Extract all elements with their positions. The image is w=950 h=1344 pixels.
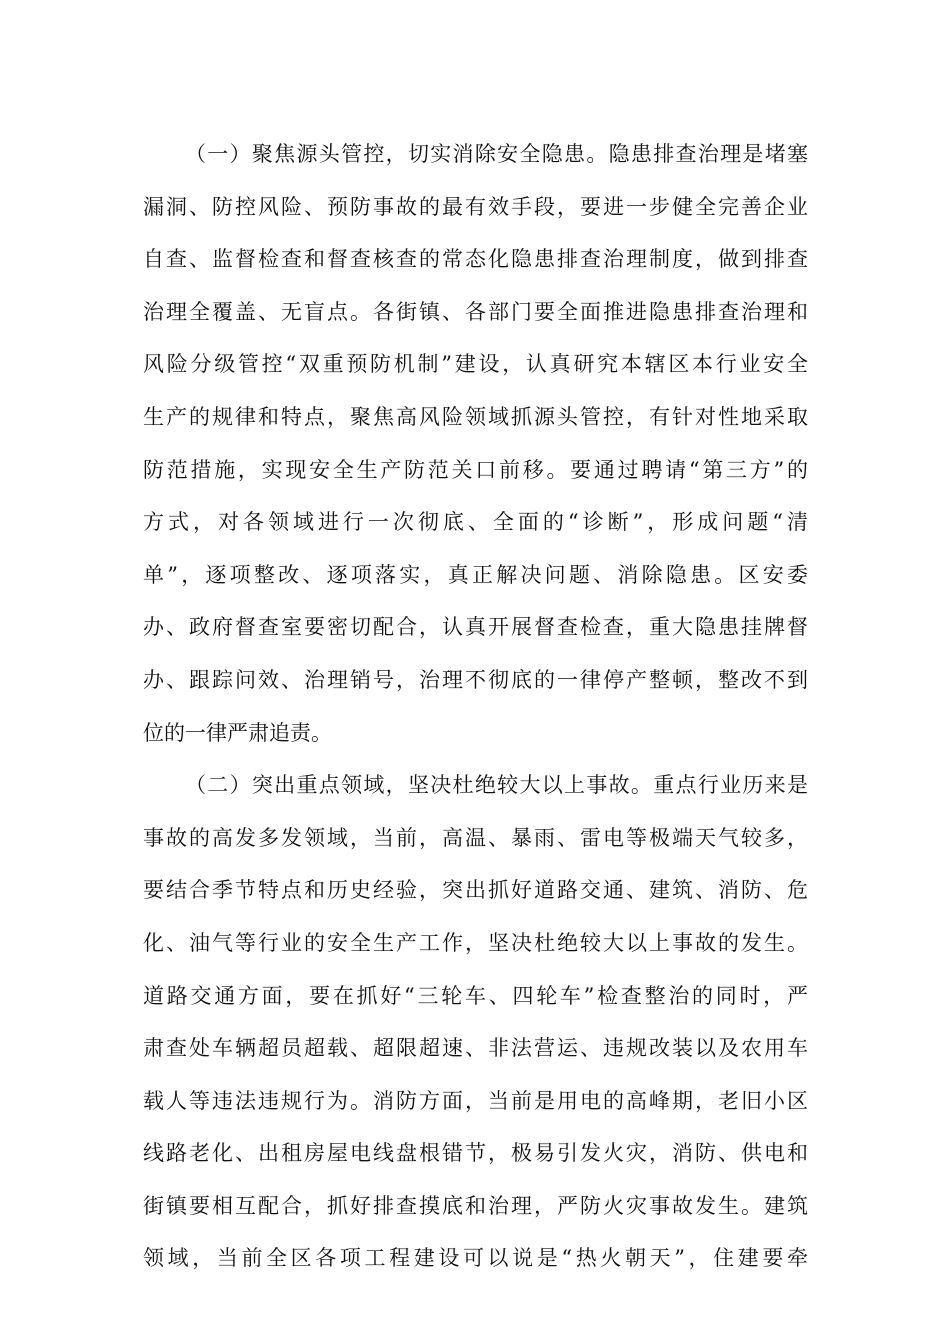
paragraph-2-line-7: 载人等违法违规行为。消防方面，当前是用电的高峰期，老旧小区: [143, 1088, 808, 1113]
paragraph-1-line-1: （一）聚焦源头管控，切实消除安全隐患。隐患排查治理是堵塞: [185, 142, 808, 166]
paragraph-2-line-3: 要结合季节特点和历史经验，突出抓好道路交通、建筑、消防、危: [143, 878, 808, 903]
paragraph-2-line-10: 领域，当前全区各项工程建设可以说是“热火朝天”，住建要牵: [143, 1246, 808, 1271]
paragraph-1-line-4: 治理全覆盖、无盲点。各街镇、各部门要全面推进隐患排查治理和: [143, 299, 808, 324]
paragraph-2-line-5: 道路交通方面，要在抓好“三轮车、四轮车”检查整治的同时，严: [143, 983, 808, 1008]
paragraph-1-line-6: 生产的规律和特点，聚焦高风险领域抓源头管控，有针对性地采取: [143, 404, 808, 429]
paragraph-2-line-8: 线路老化、出租房屋电线盘根错节，极易引发火灾，消防、供电和: [143, 1141, 808, 1166]
paragraph-1-line-9: 单”，逐项整改、逐项落实，真正解决问题、消除隐患。区安委: [143, 562, 808, 587]
paragraph-1-line-2: 漏洞、防控风险、预防事故的最有效手段，要进一步健全完善企业: [143, 194, 808, 219]
paragraph-2-line-6: 肃查处车辆超员超载、超限超速、非法营运、违规改装以及农用车: [143, 1036, 808, 1061]
paragraph-2-line-9: 街镇要相互配合，抓好排查摸底和治理，严防火灾事故发生。建筑: [143, 1193, 808, 1218]
document-body: [143, 128, 808, 1285]
paragraph-1-line-3: 自查、监督检查和督查核查的常态化隐患排查治理制度，做到排查: [143, 247, 808, 272]
paragraph-1-line-10: 办、政府督查室要密切配合，认真开展督查检查，重大隐患挂牌督: [143, 615, 808, 640]
paragraph-2-line-4: 化、油气等行业的安全生产工作，坚决杜绝较大以上事故的发生。: [143, 930, 808, 955]
paragraph-1-line-8: 方式，对各领域进行一次彻底、全面的“诊断”，形成问题“清: [143, 510, 808, 535]
paragraph-2-line-2: 事故的高发多发领域，当前，高温、暴雨、雷电等极端天气较多，: [143, 825, 808, 850]
paragraph-1-line-12: 位的一律严肃追责。: [143, 720, 332, 745]
paragraph-2-line-1: （二）突出重点领域，坚决杜绝较大以上事故。重点行业历来是: [185, 773, 808, 798]
paragraph-1-line-7: 防范措施，实现安全生产防范关口前移。要通过聘请“第三方”的: [143, 457, 808, 482]
paragraph-1-line-5: 风险分级管控“双重预防机制”建设，认真研究本辖区本行业安全: [143, 352, 808, 377]
paragraph-1-line-11: 办、跟踪问效、治理销号，治理不彻底的一律停产整顿，整改不到: [143, 667, 808, 692]
